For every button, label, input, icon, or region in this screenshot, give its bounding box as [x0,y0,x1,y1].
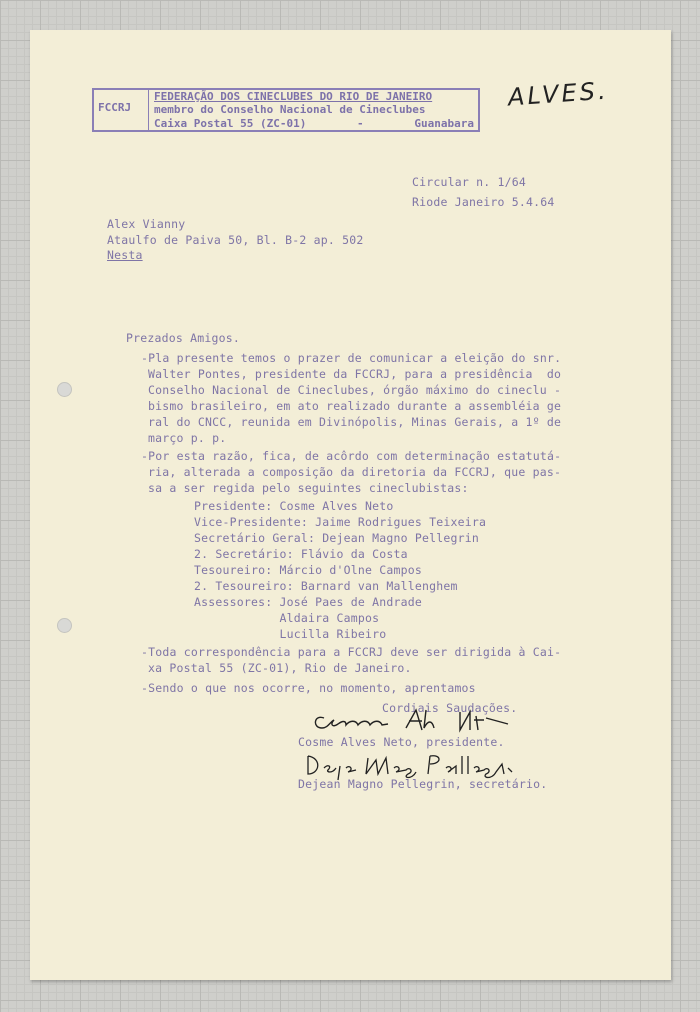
board-member: Lucilla Ribeiro [194,627,387,641]
board-member: Presidente: Cosme Alves Neto [194,499,394,513]
paragraph-3-line: -Toda correspondência para a FCCRJ deve ser dirigida à Cai- [141,645,562,659]
letter-date: Riode Janeiro 5.4.64 [412,195,555,209]
board-member: 2. Secretário: Flávio da Costa [194,547,408,561]
recipient-address: Ataulfo de Paiva 50, Bl. B-2 ap. 502 [107,233,364,247]
board-member: Assessores: José Paes de Andrade [194,595,422,609]
board-member: 2. Tesoureiro: Barnard van Mallenghem [194,579,458,593]
recipient-city: Nesta [107,248,143,262]
letterhead-dash: - [357,116,364,130]
stamp-divider [148,90,149,130]
paragraph-3-line: xa Postal 55 (ZC-01), Rio de Janeiro. [148,661,412,675]
board-member: Vice-Presidente: Jaime Rodrigues Teixeira [194,515,487,529]
paragraph-1-line: -Pla presente temos o prazer de comunicar a eleição do snr. [141,351,562,365]
letterhead-text [154,90,474,130]
paragraph-1-line: Conselho Nacional de Cineclubes, órgão máximo do cineclu - [148,383,562,397]
punch-hole [57,618,72,633]
letterhead-line3 [154,117,474,130]
signatory-1: Cosme Alves Neto, presidente. [298,735,505,749]
paragraph-1-line: Walter Pontes, presidente da FCCRJ, para a presidência do [148,367,562,381]
letterhead-line1: FEDERAÇÃO DOS CINECLUBES DO RIO DE JANEIRO [154,90,433,103]
letterhead-abbr: FCCRJ [98,101,132,114]
closing: Cordiais Saudações. [382,701,518,715]
signatory-2: Dejean Magno Pellegrin, secretário. [298,777,548,791]
letterhead-postal: Caixa Postal 55 (ZC-01) [154,116,307,130]
board-member: Tesoureiro: Márcio d'Olne Campos [194,563,422,577]
handwritten-note: ALVES. [507,76,610,112]
paragraph-1-line: ral do CNCC, reunida em Divinópolis, Minas Gerais, a 1º de [148,415,562,429]
letterhead-line2: membro do Conselho Nacional de Cineclubes [154,103,426,117]
paragraph-4: -Sendo o que nos ocorre, no momento, aprentamos [141,681,476,695]
circular-number: Circular n. 1/64 [412,175,526,189]
punch-hole [57,382,72,397]
paragraph-1-line: bismo brasileiro, em ato realizado durante a assembléia ge [148,399,562,413]
salutation: Prezados Amigos. [126,331,240,345]
letterhead-stamp [92,88,480,132]
letterhead-state: Guanabara [414,116,474,130]
paragraph-2-line: ria, alterada a composição da diretoria da FCCRJ, que pas- [148,465,562,479]
paragraph-1-line: março p. p. [148,431,227,445]
paragraph-2-line: sa a ser regida pelo seguintes cineclubistas: [148,481,469,495]
recipient-name: Alex Vianny [107,217,186,231]
board-member: Secretário Geral: Dejean Magno Pellegrin [194,531,479,545]
board-member: Aldaira Campos [194,611,380,625]
paragraph-2-line: -Por esta razão, fica, de acôrdo com determinação estatutá- [141,449,562,463]
